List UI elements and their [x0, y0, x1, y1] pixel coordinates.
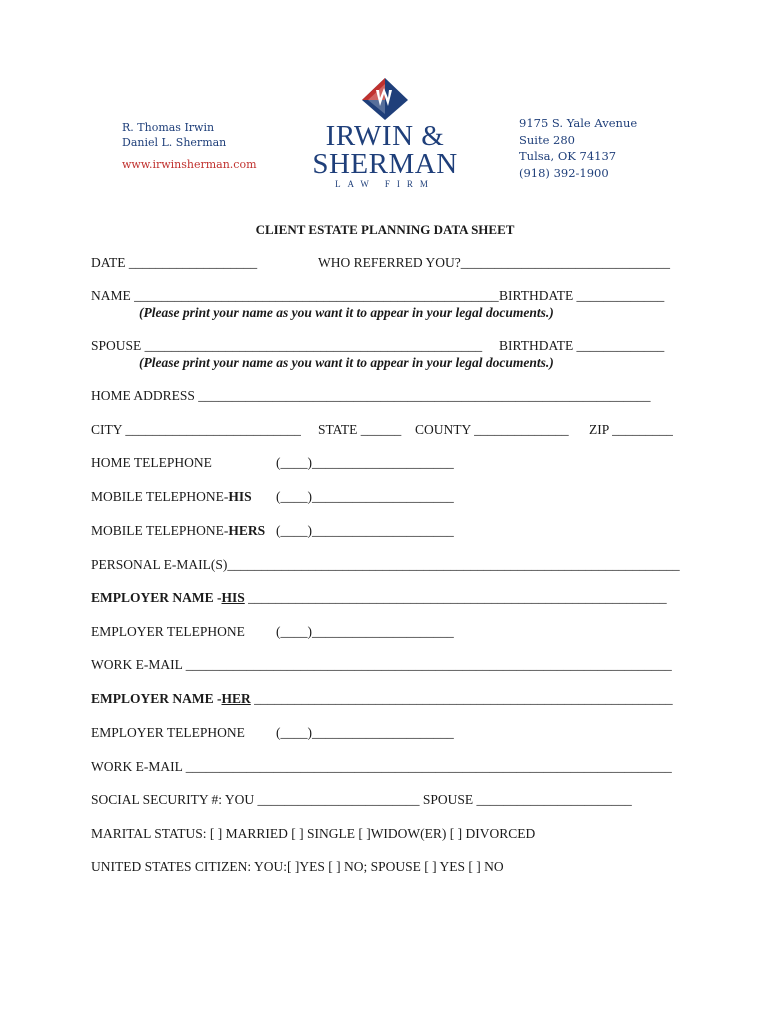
- name-birthdate-field[interactable]: BIRTHDATE _____________: [499, 288, 665, 303]
- ssn-field[interactable]: SOCIAL SECURITY #: YOU ________________________ SPOUSE _______________________: [91, 792, 632, 807]
- mobile-hers-label: MOBILE TELEPHONE-HERS: [91, 523, 266, 538]
- address-line: 9175 S. Yale Avenue: [519, 116, 638, 130]
- address-line: Tulsa, OK 74137: [519, 149, 617, 163]
- mobile-his-label: MOBILE TELEPHONE-HIS: [91, 489, 252, 504]
- employer-telephone-field[interactable]: (____)_____________________: [276, 725, 454, 740]
- firm-name: IRWIN & SHERMAN: [312, 120, 458, 180]
- employer-telephone-field[interactable]: (____)_____________________: [276, 624, 454, 639]
- home-telephone-field[interactable]: (____)_____________________: [276, 455, 454, 470]
- county-field[interactable]: COUNTY ______________: [415, 422, 569, 437]
- employer-telephone-label: EMPLOYER TELEPHONE: [91, 624, 245, 639]
- personal-email-field[interactable]: PERSONAL E-MAIL(S)___________________________________________________________________: [91, 557, 680, 572]
- firm-logo-icon: [358, 78, 412, 120]
- citizen-field[interactable]: UNITED STATES CITIZEN: YOU:[ ]YES [ ] NO; SPOUSE [ ] YES [ ] NO: [91, 859, 504, 874]
- zip-field[interactable]: ZIP _________: [589, 422, 673, 437]
- spouse-note: (Please print your name as you want it to appear in your legal documents.): [139, 355, 554, 370]
- employer-his-field[interactable]: EMPLOYER NAME -HIS ______________________________________________________________: [91, 590, 667, 605]
- spouse-field[interactable]: SPOUSE __________________________________________________: [91, 338, 483, 353]
- form-title: CLIENT ESTATE PLANNING DATA SHEET: [255, 222, 515, 237]
- employer-telephone-label: EMPLOYER TELEPHONE: [91, 725, 245, 740]
- firm-subtitle: LAW FIRM: [335, 179, 435, 189]
- date-field[interactable]: DATE ___________________: [91, 255, 258, 270]
- address-line: Suite 280: [519, 132, 575, 147]
- partner-name: R. Thomas Irwin: [122, 121, 215, 134]
- state-field[interactable]: STATE ______: [318, 422, 402, 437]
- marital-status-field[interactable]: MARITAL STATUS: [ ] MARRIED [ ] SINGLE [ ]WIDOW(ER) [ ] DIVORCED: [91, 826, 536, 841]
- website-link[interactable]: www.irwinsherman.com: [122, 158, 257, 171]
- work-email-field[interactable]: WORK E-MAIL ________________________________________________________________________: [91, 657, 672, 672]
- name-note: (Please print your name as you want it to appear in your legal documents.): [139, 305, 554, 320]
- phone-line: (918) 392-1900: [519, 165, 609, 180]
- employer-her-field[interactable]: EMPLOYER NAME -HER ______________________________________________________________: [91, 691, 673, 706]
- referred-field[interactable]: WHO REFERRED YOU?_______________________________: [318, 255, 670, 270]
- mobile-his-field[interactable]: (____)_____________________: [276, 489, 454, 504]
- partner-name: Daniel L. Sherman: [122, 136, 227, 149]
- spouse-birthdate-field[interactable]: BIRTHDATE _____________: [499, 338, 665, 353]
- city-field[interactable]: CITY __________________________: [91, 422, 301, 437]
- name-field[interactable]: NAME ______________________________________________________: [91, 288, 499, 303]
- mobile-hers-field[interactable]: (____)_____________________: [276, 523, 454, 538]
- partner-block: [122, 120, 257, 172]
- firm-address: [519, 115, 637, 181]
- home-address-field[interactable]: HOME ADDRESS ___________________________________________________________________: [91, 388, 651, 403]
- home-telephone-label: HOME TELEPHONE: [91, 455, 212, 470]
- work-email-field[interactable]: WORK E-MAIL ________________________________________________________________________: [91, 759, 672, 774]
